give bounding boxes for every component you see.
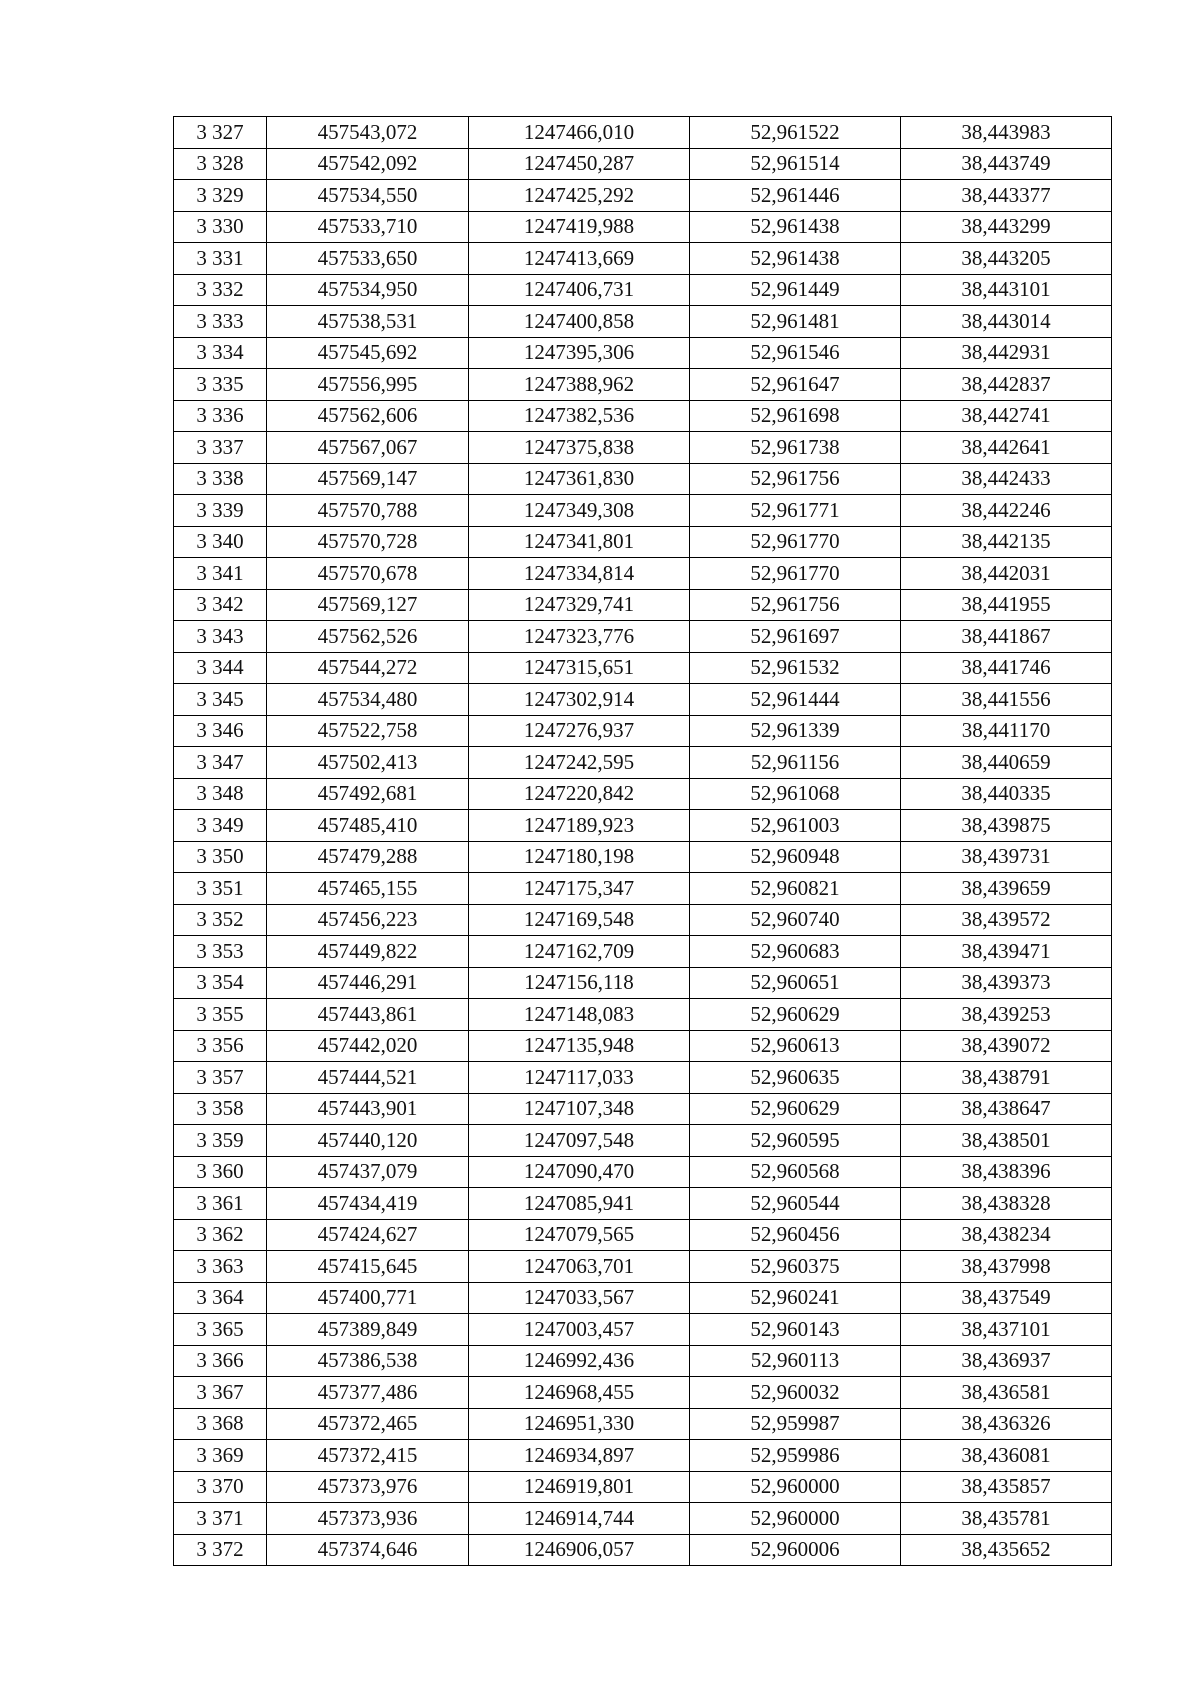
point-number-cell: 3 366: [174, 1345, 267, 1377]
longitude-cell: 38,442433: [901, 463, 1112, 495]
longitude-cell: 38,438328: [901, 1188, 1112, 1220]
latitude-cell: 52,960241: [690, 1282, 901, 1314]
y-coordinate-cell: 1247315,651: [469, 652, 690, 684]
longitude-cell: 38,439731: [901, 841, 1112, 873]
x-coordinate-cell: 457534,950: [267, 274, 469, 306]
longitude-cell: 38,441556: [901, 684, 1112, 716]
point-number-cell: 3 350: [174, 841, 267, 873]
y-coordinate-cell: 1247375,838: [469, 432, 690, 464]
x-coordinate-cell: 457538,531: [267, 306, 469, 338]
x-coordinate-cell: 457389,849: [267, 1314, 469, 1346]
y-coordinate-cell: 1247466,010: [469, 117, 690, 149]
latitude-cell: 52,961003: [690, 810, 901, 842]
coordinates-table: [173, 116, 1112, 1566]
y-coordinate-cell: 1247117,033: [469, 1062, 690, 1094]
latitude-cell: 52,961532: [690, 652, 901, 684]
x-coordinate-cell: 457373,976: [267, 1471, 469, 1503]
table-row: [174, 1062, 1112, 1094]
point-number-cell: 3 359: [174, 1125, 267, 1157]
point-number-cell: 3 340: [174, 526, 267, 558]
y-coordinate-cell: 1246992,436: [469, 1345, 690, 1377]
latitude-cell: 52,960595: [690, 1125, 901, 1157]
x-coordinate-cell: 457437,079: [267, 1156, 469, 1188]
y-coordinate-cell: 1247079,565: [469, 1219, 690, 1251]
longitude-cell: 38,437549: [901, 1282, 1112, 1314]
point-number-cell: 3 363: [174, 1251, 267, 1283]
x-coordinate-cell: 457522,758: [267, 715, 469, 747]
table-row: [174, 1440, 1112, 1472]
latitude-cell: 52,960629: [690, 1093, 901, 1125]
point-number-cell: 3 361: [174, 1188, 267, 1220]
table-row: [174, 306, 1112, 338]
y-coordinate-cell: 1247341,801: [469, 526, 690, 558]
table-row: [174, 1282, 1112, 1314]
table-row: [174, 810, 1112, 842]
latitude-cell: 52,961438: [690, 243, 901, 275]
point-number-cell: 3 329: [174, 180, 267, 212]
table-body: [174, 117, 1112, 1566]
longitude-cell: 38,442246: [901, 495, 1112, 527]
latitude-cell: 52,960000: [690, 1471, 901, 1503]
point-number-cell: 3 356: [174, 1030, 267, 1062]
table-row: [174, 1251, 1112, 1283]
latitude-cell: 52,960568: [690, 1156, 901, 1188]
latitude-cell: 52,961449: [690, 274, 901, 306]
longitude-cell: 38,437101: [901, 1314, 1112, 1346]
longitude-cell: 38,442931: [901, 337, 1112, 369]
longitude-cell: 38,437998: [901, 1251, 1112, 1283]
longitude-cell: 38,443101: [901, 274, 1112, 306]
point-number-cell: 3 348: [174, 778, 267, 810]
table-row: [174, 495, 1112, 527]
x-coordinate-cell: 457424,627: [267, 1219, 469, 1251]
table-row: [174, 117, 1112, 149]
table-row: [174, 1030, 1112, 1062]
y-coordinate-cell: 1246919,801: [469, 1471, 690, 1503]
x-coordinate-cell: 457562,606: [267, 400, 469, 432]
longitude-cell: 38,443299: [901, 211, 1112, 243]
latitude-cell: 52,961481: [690, 306, 901, 338]
longitude-cell: 38,441867: [901, 621, 1112, 653]
x-coordinate-cell: 457372,415: [267, 1440, 469, 1472]
point-number-cell: 3 364: [174, 1282, 267, 1314]
y-coordinate-cell: 1246968,455: [469, 1377, 690, 1409]
y-coordinate-cell: 1247334,814: [469, 558, 690, 590]
latitude-cell: 52,960113: [690, 1345, 901, 1377]
y-coordinate-cell: 1247395,306: [469, 337, 690, 369]
latitude-cell: 52,961546: [690, 337, 901, 369]
y-coordinate-cell: 1247033,567: [469, 1282, 690, 1314]
point-number-cell: 3 357: [174, 1062, 267, 1094]
y-coordinate-cell: 1247361,830: [469, 463, 690, 495]
point-number-cell: 3 337: [174, 432, 267, 464]
longitude-cell: 38,441746: [901, 652, 1112, 684]
point-number-cell: 3 339: [174, 495, 267, 527]
x-coordinate-cell: 457569,147: [267, 463, 469, 495]
table-row: [174, 1125, 1112, 1157]
table-row: [174, 747, 1112, 779]
table-row: [174, 621, 1112, 653]
point-number-cell: 3 371: [174, 1503, 267, 1535]
table-row: [174, 1345, 1112, 1377]
latitude-cell: 52,960948: [690, 841, 901, 873]
table-row: [174, 211, 1112, 243]
table-row: [174, 432, 1112, 464]
latitude-cell: 52,961770: [690, 558, 901, 590]
latitude-cell: 52,960821: [690, 873, 901, 905]
x-coordinate-cell: 457374,646: [267, 1534, 469, 1566]
longitude-cell: 38,443749: [901, 148, 1112, 180]
x-coordinate-cell: 457543,072: [267, 117, 469, 149]
latitude-cell: 52,959987: [690, 1408, 901, 1440]
latitude-cell: 52,961444: [690, 684, 901, 716]
latitude-cell: 52,961647: [690, 369, 901, 401]
latitude-cell: 52,960683: [690, 936, 901, 968]
longitude-cell: 38,442031: [901, 558, 1112, 590]
longitude-cell: 38,439572: [901, 904, 1112, 936]
point-number-cell: 3 342: [174, 589, 267, 621]
latitude-cell: 52,961068: [690, 778, 901, 810]
longitude-cell: 38,439253: [901, 999, 1112, 1031]
y-coordinate-cell: 1247323,776: [469, 621, 690, 653]
y-coordinate-cell: 1247413,669: [469, 243, 690, 275]
latitude-cell: 52,961738: [690, 432, 901, 464]
x-coordinate-cell: 457534,480: [267, 684, 469, 716]
point-number-cell: 3 349: [174, 810, 267, 842]
longitude-cell: 38,442837: [901, 369, 1112, 401]
point-number-cell: 3 341: [174, 558, 267, 590]
point-number-cell: 3 335: [174, 369, 267, 401]
longitude-cell: 38,438647: [901, 1093, 1112, 1125]
y-coordinate-cell: 1247107,348: [469, 1093, 690, 1125]
x-coordinate-cell: 457443,901: [267, 1093, 469, 1125]
table-row: [174, 526, 1112, 558]
latitude-cell: 52,960651: [690, 967, 901, 999]
longitude-cell: 38,436081: [901, 1440, 1112, 1472]
x-coordinate-cell: 457446,291: [267, 967, 469, 999]
point-number-cell: 3 328: [174, 148, 267, 180]
latitude-cell: 52,960613: [690, 1030, 901, 1062]
y-coordinate-cell: 1246934,897: [469, 1440, 690, 1472]
point-number-cell: 3 330: [174, 211, 267, 243]
y-coordinate-cell: 1247003,457: [469, 1314, 690, 1346]
point-number-cell: 3 369: [174, 1440, 267, 1472]
y-coordinate-cell: 1247189,923: [469, 810, 690, 842]
longitude-cell: 38,439659: [901, 873, 1112, 905]
longitude-cell: 38,440335: [901, 778, 1112, 810]
y-coordinate-cell: 1247425,292: [469, 180, 690, 212]
longitude-cell: 38,443205: [901, 243, 1112, 275]
table-row: [174, 558, 1112, 590]
latitude-cell: 52,961514: [690, 148, 901, 180]
x-coordinate-cell: 457562,526: [267, 621, 469, 653]
x-coordinate-cell: 457485,410: [267, 810, 469, 842]
table-row: [174, 369, 1112, 401]
y-coordinate-cell: 1247097,548: [469, 1125, 690, 1157]
longitude-cell: 38,439373: [901, 967, 1112, 999]
longitude-cell: 38,443377: [901, 180, 1112, 212]
latitude-cell: 52,961756: [690, 589, 901, 621]
latitude-cell: 52,960375: [690, 1251, 901, 1283]
table-row: [174, 1377, 1112, 1409]
y-coordinate-cell: 1247329,741: [469, 589, 690, 621]
y-coordinate-cell: 1247276,937: [469, 715, 690, 747]
table-row: [174, 400, 1112, 432]
point-number-cell: 3 331: [174, 243, 267, 275]
point-number-cell: 3 332: [174, 274, 267, 306]
point-number-cell: 3 347: [174, 747, 267, 779]
table-row: [174, 778, 1112, 810]
y-coordinate-cell: 1247388,962: [469, 369, 690, 401]
x-coordinate-cell: 457570,788: [267, 495, 469, 527]
table-row: [174, 1503, 1112, 1535]
table-row: [174, 1408, 1112, 1440]
x-coordinate-cell: 457373,936: [267, 1503, 469, 1535]
x-coordinate-cell: 457533,650: [267, 243, 469, 275]
y-coordinate-cell: 1247382,536: [469, 400, 690, 432]
table-row: [174, 337, 1112, 369]
latitude-cell: 52,960143: [690, 1314, 901, 1346]
y-coordinate-cell: 1247169,548: [469, 904, 690, 936]
latitude-cell: 52,961698: [690, 400, 901, 432]
table-row: [174, 274, 1112, 306]
point-number-cell: 3 354: [174, 967, 267, 999]
table-row: [174, 148, 1112, 180]
y-coordinate-cell: 1247180,198: [469, 841, 690, 873]
y-coordinate-cell: 1247302,914: [469, 684, 690, 716]
table-row: [174, 841, 1112, 873]
point-number-cell: 3 362: [174, 1219, 267, 1251]
point-number-cell: 3 353: [174, 936, 267, 968]
y-coordinate-cell: 1247162,709: [469, 936, 690, 968]
y-coordinate-cell: 1247156,118: [469, 967, 690, 999]
x-coordinate-cell: 457569,127: [267, 589, 469, 621]
longitude-cell: 38,435652: [901, 1534, 1112, 1566]
latitude-cell: 52,961522: [690, 117, 901, 149]
x-coordinate-cell: 457400,771: [267, 1282, 469, 1314]
table-row: [174, 180, 1112, 212]
longitude-cell: 38,438396: [901, 1156, 1112, 1188]
point-number-cell: 3 345: [174, 684, 267, 716]
y-coordinate-cell: 1247175,347: [469, 873, 690, 905]
longitude-cell: 38,439875: [901, 810, 1112, 842]
latitude-cell: 52,961438: [690, 211, 901, 243]
point-number-cell: 3 346: [174, 715, 267, 747]
y-coordinate-cell: 1247085,941: [469, 1188, 690, 1220]
point-number-cell: 3 355: [174, 999, 267, 1031]
longitude-cell: 38,435857: [901, 1471, 1112, 1503]
x-coordinate-cell: 457386,538: [267, 1345, 469, 1377]
table-row: [174, 904, 1112, 936]
table-row: [174, 999, 1112, 1031]
x-coordinate-cell: 457502,413: [267, 747, 469, 779]
point-number-cell: 3 372: [174, 1534, 267, 1566]
table-row: [174, 589, 1112, 621]
table-row: [174, 715, 1112, 747]
latitude-cell: 52,961771: [690, 495, 901, 527]
x-coordinate-cell: 457377,486: [267, 1377, 469, 1409]
y-coordinate-cell: 1247148,083: [469, 999, 690, 1031]
latitude-cell: 52,959986: [690, 1440, 901, 1472]
latitude-cell: 52,960000: [690, 1503, 901, 1535]
latitude-cell: 52,961339: [690, 715, 901, 747]
x-coordinate-cell: 457533,710: [267, 211, 469, 243]
table-row: [174, 684, 1112, 716]
table-row: [174, 1471, 1112, 1503]
table-row: [174, 936, 1112, 968]
x-coordinate-cell: 457534,550: [267, 180, 469, 212]
longitude-cell: 38,436326: [901, 1408, 1112, 1440]
point-number-cell: 3 365: [174, 1314, 267, 1346]
longitude-cell: 38,442641: [901, 432, 1112, 464]
longitude-cell: 38,440659: [901, 747, 1112, 779]
table-row: [174, 1314, 1112, 1346]
point-number-cell: 3 333: [174, 306, 267, 338]
y-coordinate-cell: 1247242,595: [469, 747, 690, 779]
latitude-cell: 52,961697: [690, 621, 901, 653]
longitude-cell: 38,439471: [901, 936, 1112, 968]
x-coordinate-cell: 457542,092: [267, 148, 469, 180]
point-number-cell: 3 344: [174, 652, 267, 684]
table-row: [174, 1188, 1112, 1220]
point-number-cell: 3 334: [174, 337, 267, 369]
x-coordinate-cell: 457545,692: [267, 337, 469, 369]
longitude-cell: 38,435781: [901, 1503, 1112, 1535]
y-coordinate-cell: 1247220,842: [469, 778, 690, 810]
x-coordinate-cell: 457544,272: [267, 652, 469, 684]
longitude-cell: 38,443983: [901, 117, 1112, 149]
x-coordinate-cell: 457434,419: [267, 1188, 469, 1220]
point-number-cell: 3 360: [174, 1156, 267, 1188]
table-row: [174, 967, 1112, 999]
table-row: [174, 243, 1112, 275]
longitude-cell: 38,441170: [901, 715, 1112, 747]
point-number-cell: 3 358: [174, 1093, 267, 1125]
y-coordinate-cell: 1247450,287: [469, 148, 690, 180]
point-number-cell: 3 336: [174, 400, 267, 432]
point-number-cell: 3 351: [174, 873, 267, 905]
x-coordinate-cell: 457570,728: [267, 526, 469, 558]
longitude-cell: 38,438791: [901, 1062, 1112, 1094]
longitude-cell: 38,438234: [901, 1219, 1112, 1251]
x-coordinate-cell: 457556,995: [267, 369, 469, 401]
longitude-cell: 38,438501: [901, 1125, 1112, 1157]
longitude-cell: 38,442741: [901, 400, 1112, 432]
point-number-cell: 3 368: [174, 1408, 267, 1440]
y-coordinate-cell: 1247135,948: [469, 1030, 690, 1062]
longitude-cell: 38,439072: [901, 1030, 1112, 1062]
latitude-cell: 52,960006: [690, 1534, 901, 1566]
table-row: [174, 463, 1112, 495]
x-coordinate-cell: 457465,155: [267, 873, 469, 905]
x-coordinate-cell: 457442,020: [267, 1030, 469, 1062]
x-coordinate-cell: 457570,678: [267, 558, 469, 590]
x-coordinate-cell: 457440,120: [267, 1125, 469, 1157]
x-coordinate-cell: 457492,681: [267, 778, 469, 810]
latitude-cell: 52,960629: [690, 999, 901, 1031]
longitude-cell: 38,442135: [901, 526, 1112, 558]
table-row: [174, 1219, 1112, 1251]
latitude-cell: 52,961156: [690, 747, 901, 779]
point-number-cell: 3 327: [174, 117, 267, 149]
x-coordinate-cell: 457415,645: [267, 1251, 469, 1283]
x-coordinate-cell: 457449,822: [267, 936, 469, 968]
point-number-cell: 3 352: [174, 904, 267, 936]
latitude-cell: 52,960456: [690, 1219, 901, 1251]
y-coordinate-cell: 1247400,858: [469, 306, 690, 338]
point-number-cell: 3 370: [174, 1471, 267, 1503]
latitude-cell: 52,961770: [690, 526, 901, 558]
point-number-cell: 3 338: [174, 463, 267, 495]
x-coordinate-cell: 457456,223: [267, 904, 469, 936]
latitude-cell: 52,960635: [690, 1062, 901, 1094]
longitude-cell: 38,443014: [901, 306, 1112, 338]
table-row: [174, 1093, 1112, 1125]
latitude-cell: 52,960740: [690, 904, 901, 936]
x-coordinate-cell: 457444,521: [267, 1062, 469, 1094]
y-coordinate-cell: 1246906,057: [469, 1534, 690, 1566]
x-coordinate-cell: 457567,067: [267, 432, 469, 464]
y-coordinate-cell: 1247419,988: [469, 211, 690, 243]
table-row: [174, 1534, 1112, 1566]
y-coordinate-cell: 1247349,308: [469, 495, 690, 527]
point-number-cell: 3 367: [174, 1377, 267, 1409]
latitude-cell: 52,960032: [690, 1377, 901, 1409]
y-coordinate-cell: 1247090,470: [469, 1156, 690, 1188]
table-row: [174, 652, 1112, 684]
table-row: [174, 1156, 1112, 1188]
y-coordinate-cell: 1247063,701: [469, 1251, 690, 1283]
x-coordinate-cell: 457479,288: [267, 841, 469, 873]
longitude-cell: 38,441955: [901, 589, 1112, 621]
latitude-cell: 52,961756: [690, 463, 901, 495]
y-coordinate-cell: 1246914,744: [469, 1503, 690, 1535]
y-coordinate-cell: 1247406,731: [469, 274, 690, 306]
y-coordinate-cell: 1246951,330: [469, 1408, 690, 1440]
longitude-cell: 38,436937: [901, 1345, 1112, 1377]
longitude-cell: 38,436581: [901, 1377, 1112, 1409]
point-number-cell: 3 343: [174, 621, 267, 653]
latitude-cell: 52,960544: [690, 1188, 901, 1220]
table-row: [174, 873, 1112, 905]
x-coordinate-cell: 457443,861: [267, 999, 469, 1031]
latitude-cell: 52,961446: [690, 180, 901, 212]
x-coordinate-cell: 457372,465: [267, 1408, 469, 1440]
